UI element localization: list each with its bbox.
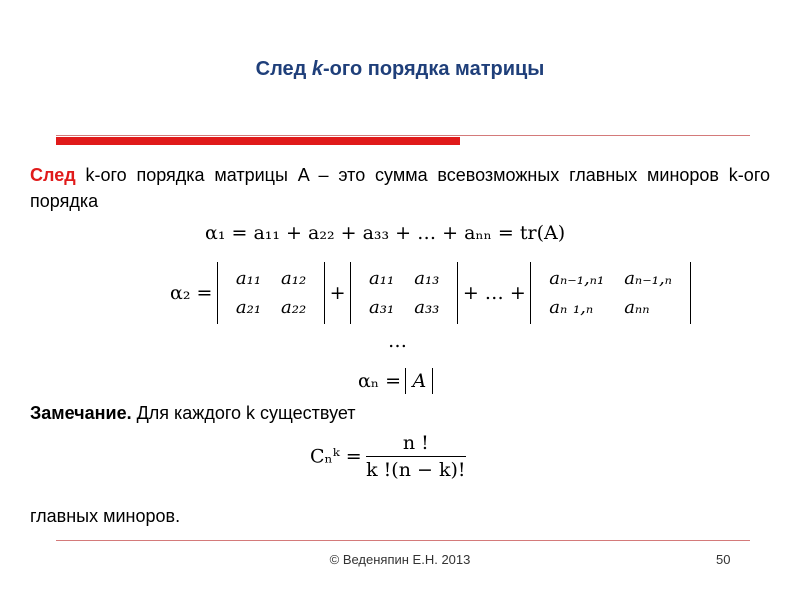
det3-top-right: aₙ₋₁,ₙ — [624, 268, 672, 289]
det2-a33: a₃₃ — [414, 297, 440, 318]
footer-rule — [56, 540, 750, 541]
determinant-3 — [530, 262, 691, 324]
combination-formula — [310, 432, 466, 481]
fraction-numerator: n ! — [366, 432, 465, 457]
det3-top-left: aₙ₋₁,ₙ₁ — [549, 268, 605, 289]
det3-bottom-right: aₙₙ — [624, 297, 650, 318]
tail-text: главных миноров. — [30, 506, 181, 526]
alphan-formula — [358, 368, 433, 394]
remark-label: Замечание. — [30, 403, 132, 423]
slide-title — [0, 58, 800, 81]
alpha2-plus2: + … + — [462, 282, 526, 304]
footer-copyright: © Веденяпин Е.Н. 2013 — [329, 552, 471, 567]
alpha2-plus1: + — [329, 282, 346, 304]
alphan-lhs: αₙ = — [358, 370, 402, 392]
title-post: -ого порядка матрицы — [323, 58, 545, 80]
det2-a13: a₁₃ — [414, 268, 440, 289]
remark-text — [30, 403, 356, 424]
det2-a11: a₁₁ — [369, 268, 395, 289]
definition-term: След — [30, 165, 76, 185]
title-pre: След — [255, 58, 312, 80]
alpha1-formula: α₁ = a₁₁ + a₂₂ + a₃₃ + … + aₙₙ = tr(A) — [205, 222, 566, 244]
fraction-denominator: k !(n − k)! — [366, 459, 466, 481]
alphan-det: A — [405, 368, 433, 394]
title-k: k — [311, 58, 324, 80]
definition-body: k-ого порядка матрицы A – это сумма всевозможных главных миноров k-ого порядка — [30, 165, 770, 211]
det1-a11: a₁₁ — [235, 268, 262, 289]
remark-body: Для каждого k существует — [131, 403, 356, 423]
determinant-2 — [350, 262, 458, 324]
title-rule-thick — [56, 137, 460, 145]
det3-bottom-left: aₙ ₁,ₙ — [549, 297, 594, 318]
combination-lhs: Cₙᵏ = — [310, 445, 362, 468]
page-number: 50 — [716, 552, 731, 567]
determinant-1 — [217, 262, 325, 324]
alpha2-formula — [170, 262, 691, 324]
vertical-dots: … — [388, 330, 407, 352]
det2-a31: a₃₁ — [369, 297, 395, 318]
det1-a12: a₁₂ — [281, 268, 307, 289]
det1-a22: a₂₂ — [281, 297, 307, 318]
det1-a21: a₂₁ — [235, 297, 262, 318]
combination-fraction — [366, 432, 465, 481]
alpha2-lhs: α₂ = — [170, 282, 213, 304]
definition-text — [30, 162, 770, 214]
title-rule-thin — [56, 135, 750, 136]
